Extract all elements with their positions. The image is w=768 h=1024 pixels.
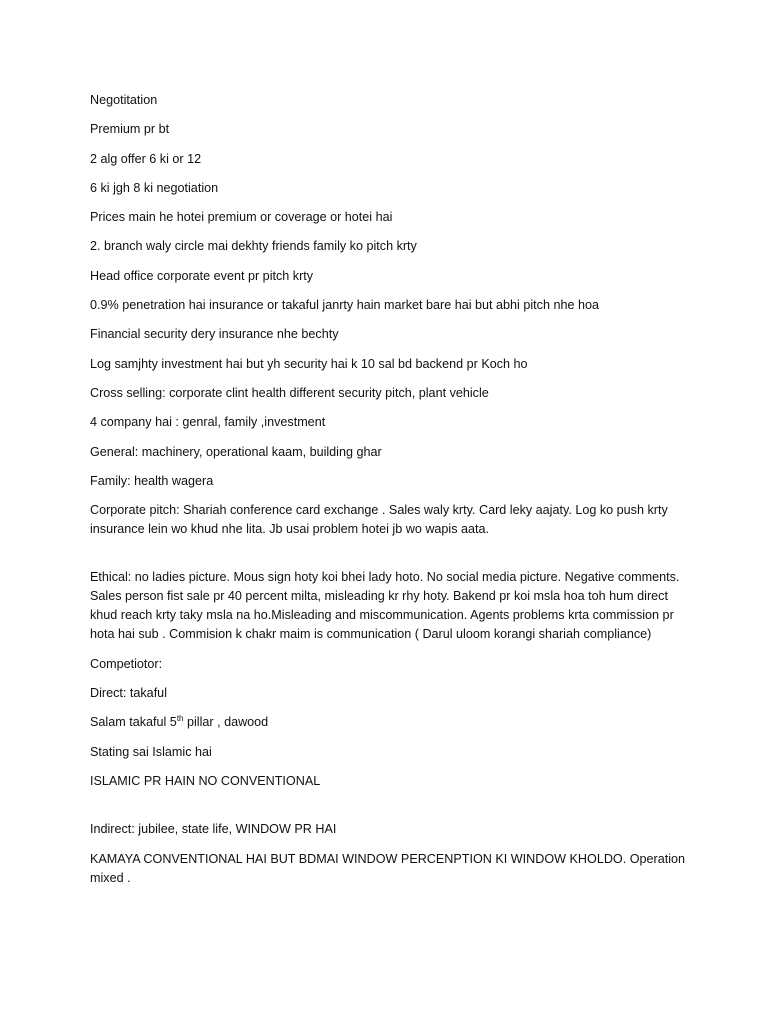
line-company: 4 company hai : genral, family ,investment	[90, 415, 326, 430]
line-stating: Stating sai Islamic hai	[90, 744, 212, 759]
line-alg-offer: 2 alg offer 6 ki or 12	[90, 151, 202, 166]
line-family: Family: health wagera	[90, 473, 214, 488]
salam-superscript: th	[176, 714, 184, 724]
line-salam	[90, 713, 690, 732]
line-general: General: machinery, operational kaam, building ghar	[90, 444, 382, 459]
line-islamic: ISLAMIC PR HAIN NO CONVENTIONAL	[90, 773, 321, 788]
line-branch: 2. branch waly circle mai dekhty friends family ko pitch krty	[90, 239, 417, 254]
paragraph-corporate-pitch: Corporate pitch: Shariah conference card exchange . Sales waly krty. Card leky aajaty. Log ko push krty insurance lein wo khud nhe lita. Jb usai problem hotei jb wo wapis aata.	[90, 503, 668, 537]
line-indirect: Indirect: jubilee, state life, WINDOW PR HAI	[90, 822, 337, 837]
line-jgh: 6 ki jgh 8 ki negotiation	[90, 180, 219, 195]
line-premium: Premium pr bt	[90, 122, 170, 137]
salam-text: Salam takaful 5	[90, 715, 177, 730]
line-penetration: 0.9% penetration hai insurance or takaful janrty hain market bare hai but abhi pitch nhe hoa	[90, 298, 599, 313]
line-financial: Financial security dery insurance nhe bechty	[90, 327, 339, 342]
line-cross-selling: Cross selling: corporate clint health different security pitch, plant vehicle	[90, 385, 489, 400]
paragraph-kamaya: KAMAYA CONVENTIONAL HAI BUT BDMAI WINDOW PERCENPTION KI WINDOW KHOLDO. Operation mixed .	[90, 851, 686, 885]
line-direct: Direct: takaful	[90, 686, 167, 701]
document-body	[90, 91, 690, 898]
salam-text-after: pillar , dawood	[183, 715, 269, 730]
blank-line	[90, 549, 690, 568]
line-log-samjhty: Log samjhty investment hai but yh security hai k 10 sal bd backend pr Koch ho	[90, 356, 528, 371]
line-prices: Prices main he hotei premium or coverage or hotei hai	[90, 210, 393, 225]
heading-negotiation: Negotitation	[90, 93, 158, 107]
blank-line	[90, 801, 690, 820]
paragraph-ethical: Ethical: no ladies picture. Mous sign hoty koi bhei lady hoto. No social media picture. Negative comments. Sales person fist sale pr 40 percent milta, misleading kr rhy hoty. Bakend pr koi msla hoa toh hum direct khud reach krty taky msla na ho.Misleading and miscommunication. Agents problems krta commission pr hota hai sub . Commision k chakr maim is communication ( Darul uloom korangi shariah compliance)	[90, 570, 680, 642]
line-competitor: Competiotor:	[90, 656, 163, 671]
line-head-office: Head office corporate event pr pitch krty	[90, 268, 314, 283]
